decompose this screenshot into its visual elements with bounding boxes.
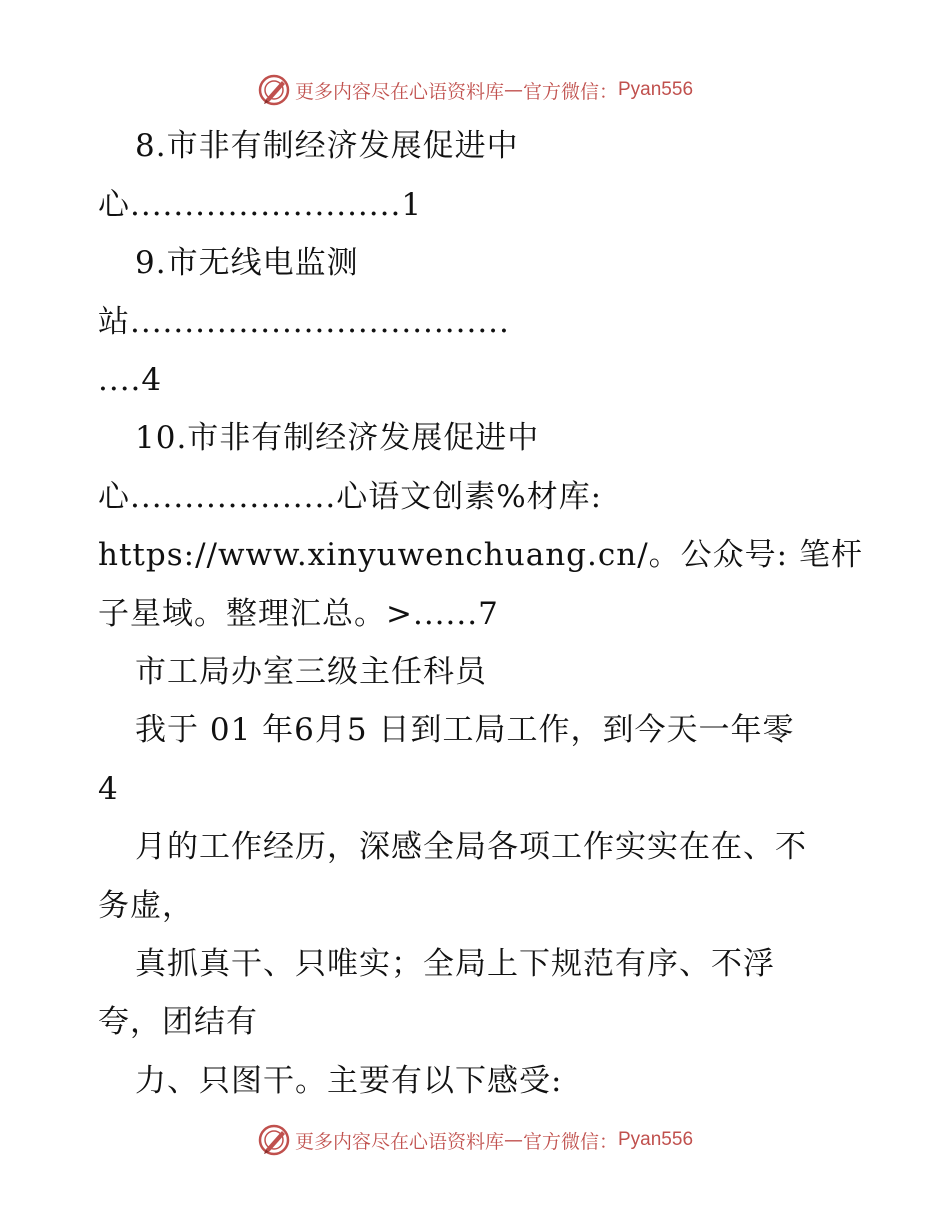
banner-wechat-label: 官方微信： [522,80,618,103]
body-line: 力、只图干。主要有以下感受: [135,1063,563,1099]
body-line: 9.市无线电监测 [135,245,359,281]
banner-wechat-label: 官方微信： [522,1130,618,1153]
body-line: 心...................心语文创素%材库: [98,479,603,515]
footer-banner [0,1120,950,1160]
banner-wechat-id: Pyan556 [618,1129,694,1150]
banner-separator: — [503,1129,523,1151]
header-banner [0,70,950,110]
body-line: 务虚， [98,888,194,924]
body-line: 子星域。整理汇总。>......7 [98,596,499,632]
body-line: 10.市非有制经济发展促进中 [135,420,540,456]
body-line: 夸，团结有 [98,1004,258,1040]
body-line: 站................................... [98,304,510,340]
banner-separator: — [503,79,523,101]
body-line: 8.市非有制经济发展促进中 [135,128,519,164]
body-line: ....4 [98,362,163,398]
pen-seal-icon [257,73,291,107]
banner-wechat-id: Pyan556 [618,79,694,100]
body-line: https://www.xinyuwenchuang.cn/。公众号: 笔杆 [98,537,863,573]
banner-text: 更多内容尽在心语资料库 [294,80,504,103]
body-line: 市工局办室三级主任科员 [135,654,487,690]
body-line: 4 [98,771,119,807]
body-line: 心.........................1 [98,187,423,223]
body-line: 真抓真干、只唯实；全局上下规范有序、不浮 [135,946,775,982]
body-line: 月的工作经历，深感全局各项工作实实在在、不 [135,829,807,865]
pen-seal-icon [257,1123,291,1157]
banner-text: 更多内容尽在心语资料库 [294,1130,504,1153]
body-line: 我于 01 年6月5 日到工局工作，到今天一年零 [135,712,795,748]
